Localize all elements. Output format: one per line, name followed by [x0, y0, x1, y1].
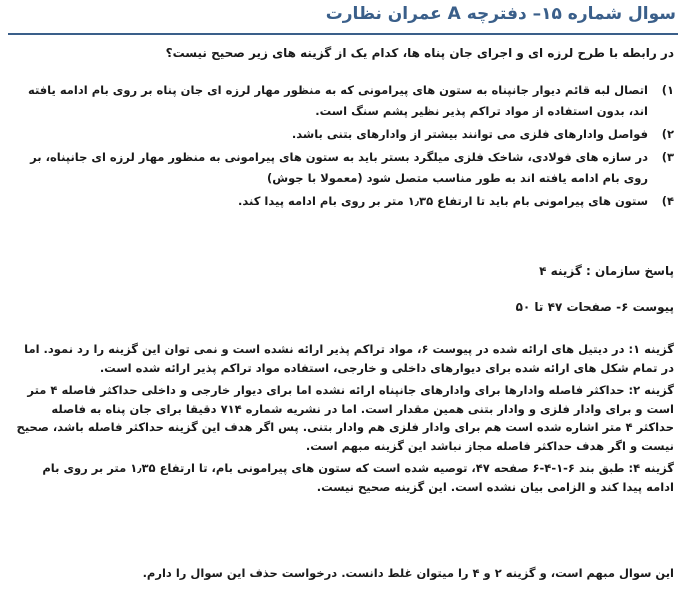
option-text: ستون های پیرامونی بام باید تا ارتفاع ۱٫۳۵ متر بر روی بام ادامه پیدا کند. — [238, 194, 648, 208]
answer-explanation — [14, 340, 674, 500]
option-number: ۴) — [661, 194, 674, 208]
explanation-paragraph: گزینه ۲: حداکثر فاصله وادارها برای وادارهای جانپناه ارائه نشده اما برای دیوار خارجی و داخلی حداکثر فاصله ۴ متر است و برای وادار فلزی و وادار بتنی همین مقدار است. اما در نشریه شماره ۷۱۴ دقیقا برای جان پناه به فاصله حداکثر ۴ متر اشاره شده است هم برای وادار فلزی هم وادار بتنی. پس اگر هدف این گزینه حداکثر فاصله باشد، صحیح نیست و اگر هدف حداکثر فاصله مجاز نباشد این گزینه مبهم است. — [16, 383, 674, 453]
option-3 — [12, 147, 674, 189]
option-text: اتصال لبه قائم دیوار جانپناه به ستون های پیرامونی که به منظور مهار لرزه ای جان پناه بر روی بام ادامه یافته اند، بدون استفاده از مواد تراکم پذیر نظیر پشم سنگ است. — [27, 83, 648, 118]
explanation-paragraph: گزینه ۱: در دیتیل های ارائه شده در پیوست ۶، مواد تراکم پذیر ارائه نشده است و نمی توان این گزینه را رد نمود. اما در تمام شکل های ارائه شده برای دیوارهای داخلی و خارجی، استفاده مواد تراکم پذیر ارائه شده است. — [24, 342, 674, 375]
answer-reference: پیوست ۶- صفحات ۴۷ تا ۵۰ — [515, 300, 674, 314]
question-text: در رابطه با طرح لرزه ای و اجرای جان پناه ها، کدام یک از گزینه های زیر صحیح نیست؟ — [165, 46, 674, 60]
option-2 — [12, 124, 674, 145]
answer-conclusion: این سوال مبهم است، و گزینه ۲ و ۴ را میتوان غلط دانست. درخواست حذف این سوال را دارم. — [142, 566, 674, 580]
page-title: سوال شماره ۱۵– دفترچه A عمران نظارت — [325, 4, 676, 24]
option-number: ۳) — [661, 150, 674, 164]
option-number: ۲) — [661, 127, 674, 141]
title-divider — [8, 33, 678, 35]
options-list — [12, 80, 674, 214]
option-text: فواصل وادارهای فلزی می توانند بیشتر از وادارهای بتنی باشد. — [291, 127, 648, 141]
explanation-paragraph: گزینه ۴: طبق بند ۶-۱-۴-۶ صفحه ۴۷، توصیه شده است که ستون های پیرامونی بام، تا ارتفاع ۱٫۳۵ متر بر روی بام ادامه پیدا کند و الزامی بیان نشده است. این گزینه صحیح نیست. — [42, 461, 674, 494]
option-1 — [12, 80, 674, 122]
answer-heading: پاسخ سازمان : گزینه ۴ — [539, 264, 674, 278]
option-text: در سازه های فولادی، شاخک فلزی میلگرد بستر باید به ستون های پیرامونی به منظور مهار لرزه ای جانپناه، بر روی بام ادامه یافته اند به طور مناسب متصل شود (معمولا با جوش) — [30, 150, 648, 185]
option-4 — [12, 191, 674, 212]
option-number: ۱) — [661, 83, 674, 97]
